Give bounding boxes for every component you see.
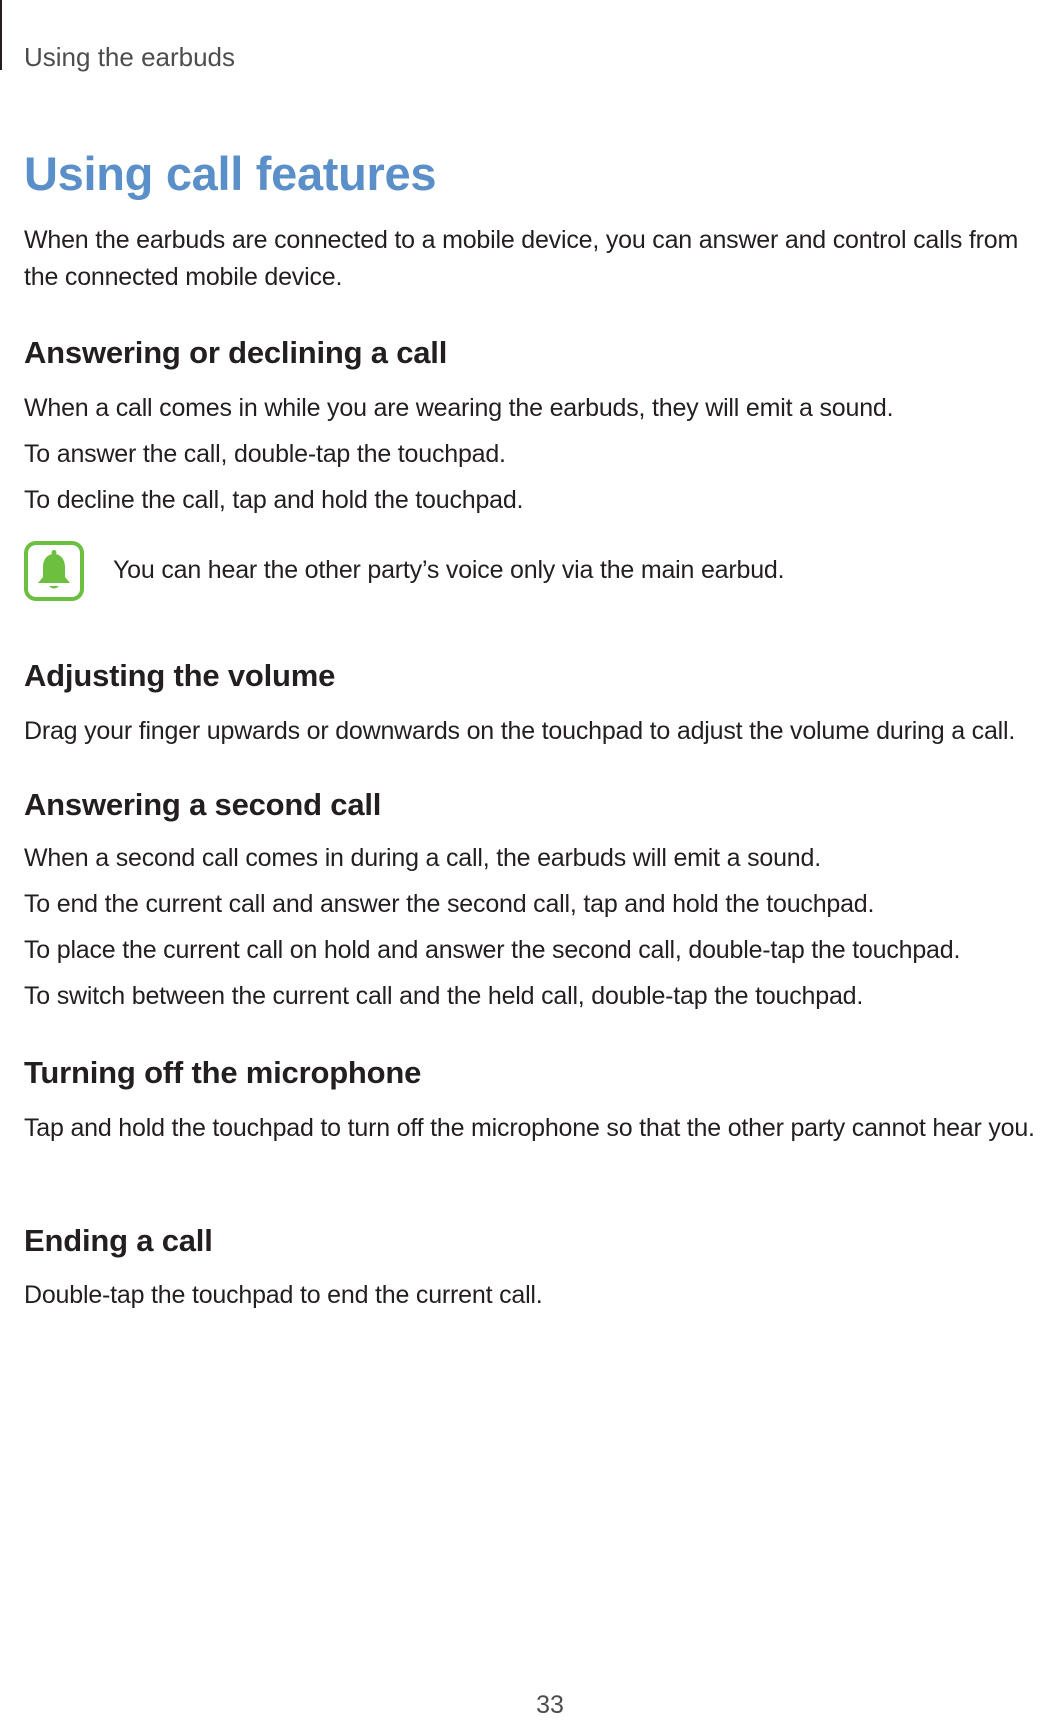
paragraph: Double-tap the touchpad to end the current call. — [24, 1281, 543, 1309]
running-header: Using the earbuds — [24, 42, 236, 72]
heading-ending-call: Ending a call — [24, 1223, 213, 1258]
paragraph: To place the current call on hold and answer the second call, double-tap the touchpad. — [24, 936, 961, 964]
paragraph: To decline the call, tap and hold the touchpad. — [24, 486, 524, 514]
paragraph: When a call comes in while you are wearing the earbuds, they will emit a sound. — [24, 394, 894, 422]
page-corner-mark — [0, 0, 2, 70]
heading-turning-off-microphone: Turning off the microphone — [24, 1055, 422, 1090]
paragraph: To switch between the current call and the held call, double-tap the touchpad. — [24, 982, 864, 1010]
page-number: 33 — [536, 1691, 564, 1719]
intro-paragraph: When the earbuds are connected to a mobile device, you can answer and control calls from the connected mobile device. — [24, 226, 1019, 291]
note-text: You can hear the other party’s voice only via the main earbud. — [113, 556, 785, 584]
paragraph: Drag your finger upwards or downwards on the touchpad to adjust the volume during a call. — [24, 717, 1016, 745]
paragraph: When a second call comes in during a call, the earbuds will emit a sound. — [24, 844, 821, 872]
heading-adjusting-volume: Adjusting the volume — [24, 658, 336, 693]
heading-answering-declining: Answering or declining a call — [24, 335, 448, 370]
heading-answering-second-call: Answering a second call — [24, 787, 382, 822]
page-title: Using call features — [24, 147, 437, 200]
paragraph: To end the current call and answer the second call, tap and hold the touchpad. — [24, 890, 875, 918]
paragraph: Tap and hold the touchpad to turn off the microphone so that the other party cannot hear you. — [24, 1114, 1035, 1142]
paragraph: To answer the call, double-tap the touchpad. — [24, 440, 506, 468]
notification-bell-icon — [24, 541, 84, 601]
